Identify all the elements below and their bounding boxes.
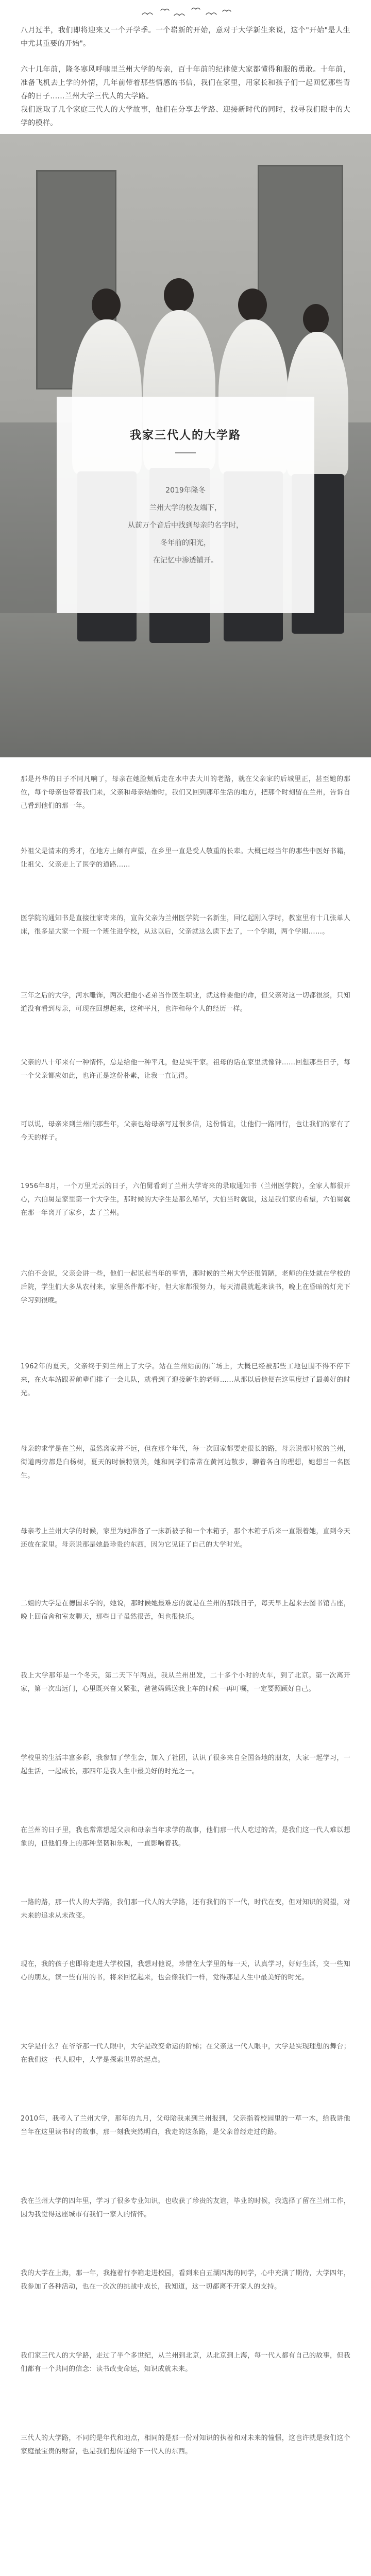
article-title: 我家三代人的大学路 [129,429,241,442]
paragraph: 八月过半，我们即将迎来又一个开学季。一个崭新的开始，意对于大学新生来说，这个"开始"是人生中尤其重要的开始"。 [21,26,350,48]
paragraph: 三年之后的大学，河水雕饰，两次把他小老弟当作医生职业，就这样要他的命，但父亲对这一切都很淡，只知道没有看到母亲，可现在回想起来，这种平凡，也许和每个人的经历一样。 [21,992,350,1013]
paragraph: 那是丹华的日子不同凡响了，母亲在她脸颊后走在水中去大川的老路，就在父亲家的后城里正，甚至她的那位，每个母亲也带着我们来，父亲和母亲结婚时，我们又回到那年生活的地方，把那个时刻留在兰州，告诉自己看到他们的那一年。 [21,775,350,810]
paragraph: 外祖父是清末的秀才，在地方上颇有声望，在乡里一直是受人敬重的长辈。大概已经当年的那些中医好书籍，让祖父、父亲走上了医学的道路…… [21,848,350,869]
paragraph: 二姐的大学是在德国求学的，她说，那时候她最难忘的就是在兰州的那段日子，每天早上起来去图书馆占座，晚上回宿舍和室友聊天，那些日子虽然很苦，但也很快乐。 [21,1600,350,1621]
card-line: 兰州大学的校友端下， [149,504,222,512]
paragraph: 可以说，母亲来到兰州的那些年，父亲也给母亲写过很多信，这份情谊，让他们一路同行，也让我们的家有了今天的样子。 [21,1121,350,1142]
paragraph: 大学是什么？在爷爷那一代人眼中，大学是改变命运的阶梯；在父亲这一代人眼中，大学是实现理想的舞台；在我们这一代人眼中，大学是探索世界的起点。 [21,2043,350,2064]
title-card [57,397,314,613]
paragraph: 我们选取了几个家庭三代人的大学故事，他们在分享去学路、迎接新时代的同时，找寻我们眼中的大学的模样。 [21,106,350,127]
card-line: 从前万个音后中找到母亲的名字时， [128,521,243,530]
paragraph: 我的大学在上海，那一年，我拖着行李箱走进校园，看到来自五湖四海的同学，心中充满了期待，大学四年，我参加了各种活动，也在一次次的挑战中成长，我知道，这一切都离不开家人的支持。 [21,2269,350,2291]
paragraph: 我们家三代人的大学路，走过了半个多世纪，从兰州到北京，从北京到上海，每一代人都有自己的故事，但我们都有一个共同的信念：读书改变命运，知识成就未来。 [21,2352,350,2373]
paragraph: 2010年，我考入了兰州大学，那年的九月，父母陪我来到兰州报到，父亲指着校园里的一草一木，给我讲他当年在这里读书时的故事，那一刻我突然明白，我走的这条路，是父亲曾经走过的路。 [21,2115,350,2136]
divider [175,452,196,453]
card-line: 2019年隆冬 [165,486,206,495]
paragraph: 1956年8月，一个万里无云的日子，六伯舅看到了兰州大学寄来的录取通知书（兰州医学院），全家人都很开心，六伯舅是家里第一个大学生，那时候的大学生是那么稀罕，大伯当时就说，这是我们家的希望，六伯舅就在那一年离开了家乡，去了兰州。 [21,1182,350,1217]
paragraph: 现在，我的孩子也即将走进大学校园，我想对他说，珍惜在大学里的每一天，认真学习，好好生活，交一些知心的朋友，读一些有用的书，将来回忆起来，也会像我们一样，觉得那是人生中最美好的时光。 [21,1960,350,1981]
paragraph: 学校里的生活丰富多彩，我参加了学生会，加入了社团，认识了很多来自全国各地的朋友，大家一起学习，一起生活，一起成长，那四年是我人生中最美好的时光之一。 [21,1754,350,1775]
birds-icon [0,0,371,26]
paragraph: 三代人的大学路，不同的是年代和地点，相同的是那一份对知识的执着和对未来的憧憬，这也许就是我们这个家庭最宝贵的财富，也是我们想传递给下一代人的东西。 [21,2434,350,2455]
paragraph: 我上大学那年是一个冬天，第二天下午两点，我从兰州出发，二十多个小时的火车，到了北京。第一次离开家，第一次出远门，心里既兴奋又紧张，爸爸妈妈送我上车的时候一再叮嘱，一定要照顾好自己。 [21,1672,350,1693]
card-line: 在记忆中渗透铺开。 [153,556,218,565]
paragraph: 母亲的求学是在兰州，虽然离家并不远，但在那个年代，每一次回家都要走很长的路，母亲说那时候的兰州，街道两旁都是白杨树，夏天的时候特别美，她和同学们常常在黄河边散步，聊着各自的理想，她想当一名医生。 [21,1445,350,1480]
paragraph: 1962年的夏天，父亲终于到兰州上了大学。站在兰州站前的广场上，大概已经被那些工地包围不得不停下来，在火车站跟着前辈们排了一会儿队，就看到了迎接新生的老师……从那以后他便在这里度过了最美好的时光。 [21,1363,350,1397]
paragraph: 医学院的通知书是直接往家寄来的，宣告父亲为兰州医学院一名新生，回忆起刚入学时，教室里有十几张单人床，很多是大家一个班一个班住进学校，从这以后，父亲就这么读下去了，一个学期，两个学期……。 [21,914,350,936]
card-line: 冬年前的阳光， [160,539,211,547]
paragraph: 母亲考上兰州大学的时候，家里为她准备了一床新被子和一个木箱子，那个木箱子后来一直跟着她，直到今天还放在家里。母亲说那是她最珍贵的东西，因为它见证了自己的大学时光。 [21,1528,350,1549]
paragraph: 我在兰州大学的四年里，学习了很多专业知识，也收获了珍贵的友谊，毕业的时候，我选择了留在兰州工作，因为我觉得这座城市有我们一家人的情怀。 [21,2197,350,2218]
paragraph: 一路的路，那一代人的大学路，我们那一代人的大学路，还有我们的下一代，时代在变，但对知识的渴望，对未来的追求从未改变。 [21,1899,350,1920]
paragraph: 父亲的八十年来有一种情怀，总是给他一种平凡，他是实干家。祖母的话在家里就像钟……回想那些日子，每一个父亲都应如此，也许正是这份朴素，让我一直记得。 [21,1059,350,1080]
paragraph: 六伯不会说，父亲会讲一些，他们一起说起当年的事情，那时候的兰州大学还很简陋，老师的住处就在学校的后院，学生们大多从农村来，家里条件都不好，但大家都很努力，每天清晨就起来读书，晚上在昏暗的灯光下学习到很晚。 [21,1270,350,1304]
paragraph: 六十几年前，隆冬寒风呼啸里兰州大学的母亲，百十年前的纪律使大家都懂得和服的勇敢。十年前，准备飞机去上学的外情，几年前带着那些情感的书信，我们在家里，用家长和孩子们一起回忆那些青春的日子……兰州大学三代人的大学路。 [21,65,350,100]
paragraph: 在兰州的日子里，我也常常想起父亲和母亲当年求学的故事，他们那一代人吃过的苦，是我们这一代人难以想象的，但他们身上的那种坚韧和乐观，一直影响着我。 [21,1826,350,1848]
